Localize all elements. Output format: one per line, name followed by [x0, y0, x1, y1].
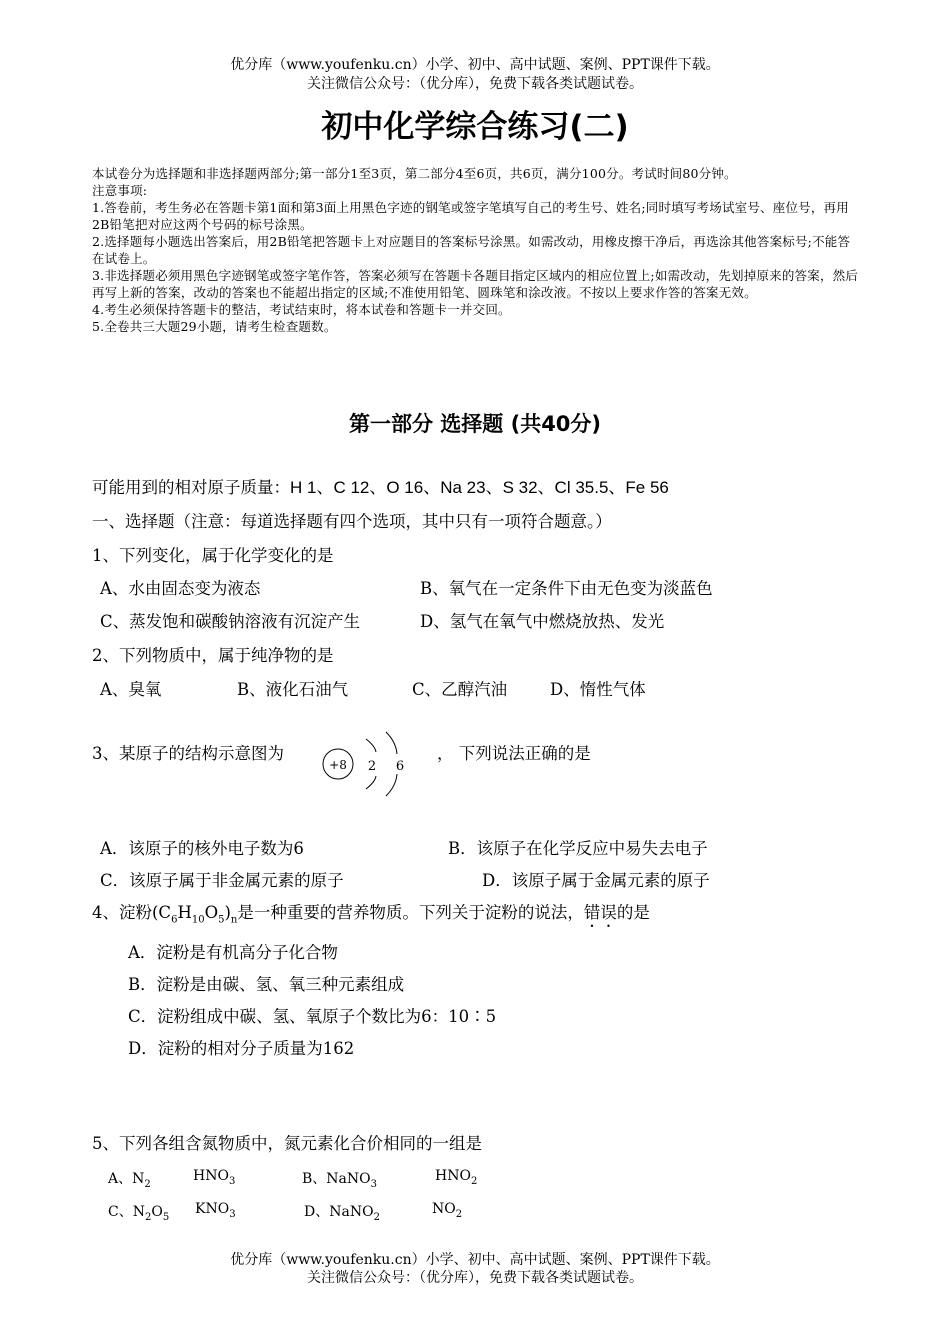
q4-text: ) [224, 903, 231, 922]
question-4-option-c: C．淀粉组成中碳、氢、氧原子个数比为6：10∶5 [128, 1007, 497, 1026]
question-5-option-d-second [432, 1201, 462, 1220]
question-5-option-d [304, 1201, 380, 1223]
q5-sub: 5 [162, 1211, 170, 1223]
q5-text: HNO [435, 1168, 471, 1184]
q5-text: KNO [195, 1201, 230, 1217]
q4-emphasis: 错误 [583, 903, 617, 922]
instructions-intro: 本试卷分为选择题和非选择题两部分;第一部分1至3页，第二部分4至6页，共6页，满分100分。考试时间80分钟。 [92, 166, 737, 181]
header-line-2: 关注微信公众号：（优分库），免费下载各类试题试卷。 [307, 76, 643, 92]
atomic-mass-label: 可能用到的相对原子质量： [92, 478, 290, 497]
question-5-option-b-second [435, 1168, 477, 1187]
section-title: 第一部分 选择题 (共40分) [348, 412, 602, 436]
q4-sub: 10 [191, 914, 205, 926]
q5-sub: 3 [228, 1175, 236, 1187]
header-line-1: 优分库（www.youfenku.cn）小学、初中、高中试题、案例、PPT课件下载。 [230, 57, 720, 73]
q5-text: D、NaNO [304, 1204, 374, 1220]
question-5-option-c-second [195, 1201, 236, 1220]
question-5-option-a-second [193, 1168, 235, 1187]
question-4-stem [92, 902, 650, 931]
q5-sub: 2 [470, 1175, 478, 1187]
q5-text: C、N [108, 1204, 145, 1220]
shell-1-arc-bottom [366, 776, 376, 789]
question-2-option-a: A、臭氧 [100, 680, 162, 699]
shell-1-electrons: 2 [367, 759, 377, 774]
instruction-item: 3.非选择题必须用黑色字迹钢笔或签字笔作答，答案必须写在答题卡各题目指定区域内的相应位置上;如需改动，先划掉原来的答案，然后再写上新的答案，改动的答案也不能超出指定的区域;不准使用铅笔、圆珠笔和涂改液。不按以上要求作答的答案无效。 [92, 268, 859, 300]
q5-sub: 2 [144, 1211, 152, 1223]
question-1-stem: 1、下列变化，属于化学变化的是 [92, 546, 334, 565]
nucleus-charge: +8 [329, 758, 347, 772]
q5-text: HNO [193, 1168, 229, 1184]
question-5-option-b [302, 1168, 377, 1190]
question-3-option-b: B．该原子在化学反应中易失去电子 [448, 839, 708, 858]
footer-line-1: 优分库（www.youfenku.cn）小学、初中、高中试题、案例、PPT课件下载。 [230, 1252, 720, 1268]
instruction-item: 4.考生必须保持答题卡的整洁，考试结束时，将本试卷和答题卡一并交回。 [92, 302, 511, 317]
question-1-option-c: C、蒸发饱和碳酸钠溶液有沉淀产生 [100, 612, 361, 631]
question-4-option-d: D．淀粉的相对分子质量为162 [128, 1039, 355, 1058]
question-3-stem-end: ， 下列说法正确的是 [437, 744, 591, 763]
shell-2-arc-top [386, 732, 397, 754]
shell-2-electrons: 6 [395, 759, 405, 774]
question-5-option-a [108, 1168, 151, 1190]
question-2-option-d: D、惰性气体 [550, 680, 646, 699]
q5-text: B、NaNO [302, 1171, 371, 1187]
instruction-item: 2.选择题每小题选出答案后，用2B铅笔把答题卡上对应题目的答案标号涂黑。如需改动，用橡皮擦干净后，再选涂其他答案标号;不能答在试卷上。 [92, 234, 851, 266]
q5-sub: 2 [373, 1211, 380, 1223]
q5-sub: 2 [455, 1208, 463, 1220]
q5-sub: 3 [229, 1208, 236, 1220]
q4-sub: n [230, 914, 238, 926]
question-1-option-a: A、水由固态变为液态 [100, 579, 261, 598]
q5-text: O [151, 1204, 163, 1220]
part-heading: 一、选择题（注意：每道选择题有四个选项，其中只有一项符合题意。） [92, 512, 612, 531]
q4-sub: 5 [218, 914, 225, 926]
q4-text: 的是 [616, 903, 650, 922]
question-3-option-c: C．该原子属于非金属元素的原子 [100, 871, 344, 890]
q5-sub: 3 [370, 1178, 377, 1190]
shell-2-arc-bottom [386, 774, 397, 796]
instruction-item: 5.全卷共三大题29小题，请考生检查题数。 [92, 319, 337, 334]
question-2-option-c: C、乙醇汽油 [412, 680, 508, 699]
question-3-option-d: D．该原子属于金属元素的原子 [482, 871, 710, 890]
question-4-option-b: B．淀粉是由碳、氢、氧三种元素组成 [128, 975, 405, 994]
instruction-item: 1.答卷前，考生务必在答题卡第1面和第3面上用黑色字迹的钢笔或签字笔填写自己的考生号、姓名;同时填写考场试室号、座位号，再用2B铅笔把对应这两个号码的标号涂黑。 [92, 200, 849, 232]
shell-1-arc-top [366, 739, 376, 752]
page-title: 初中化学综合练习(二) [321, 109, 629, 145]
instructions-heading: 注意事项: [92, 183, 148, 198]
question-2-stem: 2、下列物质中，属于纯净物的是 [92, 646, 334, 665]
instructions [92, 165, 862, 335]
q5-text: NO [432, 1201, 456, 1217]
atomic-mass-values: H 1、C 12、O 16、Na 23、S 32、Cl 35.5、Fe 56 [290, 478, 669, 497]
footer-line-2: 关注微信公众号：（优分库），免费下载各类试题试卷。 [307, 1270, 643, 1286]
atomic-mass-line [92, 477, 669, 499]
q4-sub: 6 [171, 914, 178, 926]
question-2-option-b: B、液化石油气 [237, 680, 349, 699]
question-3-option-a: A．该原子的核外电子数为6 [100, 839, 304, 858]
question-4-option-a: A．淀粉是有机高分子化合物 [128, 943, 338, 962]
question-5-stem: 5、下列各组含氮物质中，氮元素化合价相同的一组是 [92, 1134, 482, 1153]
question-3-stem: 3、某原子的结构示意图为 [92, 744, 284, 763]
q4-text: 4、淀粉(C [92, 903, 172, 922]
question-1-option-d: D、氢气在氧气中燃烧放热、发光 [420, 612, 665, 631]
q5-sub: 2 [144, 1178, 151, 1190]
q4-text: 是一种重要的营养物质。下列关于淀粉的说法， [237, 903, 584, 922]
q4-text: O [204, 903, 219, 922]
q5-text: A、N [108, 1171, 145, 1187]
q4-text: H [177, 903, 192, 922]
question-5-option-c [108, 1201, 169, 1223]
question-1-option-b: B、氧气在一定条件下由无色变为淡蓝色 [420, 579, 713, 598]
atom-structure-diagram [316, 726, 416, 802]
